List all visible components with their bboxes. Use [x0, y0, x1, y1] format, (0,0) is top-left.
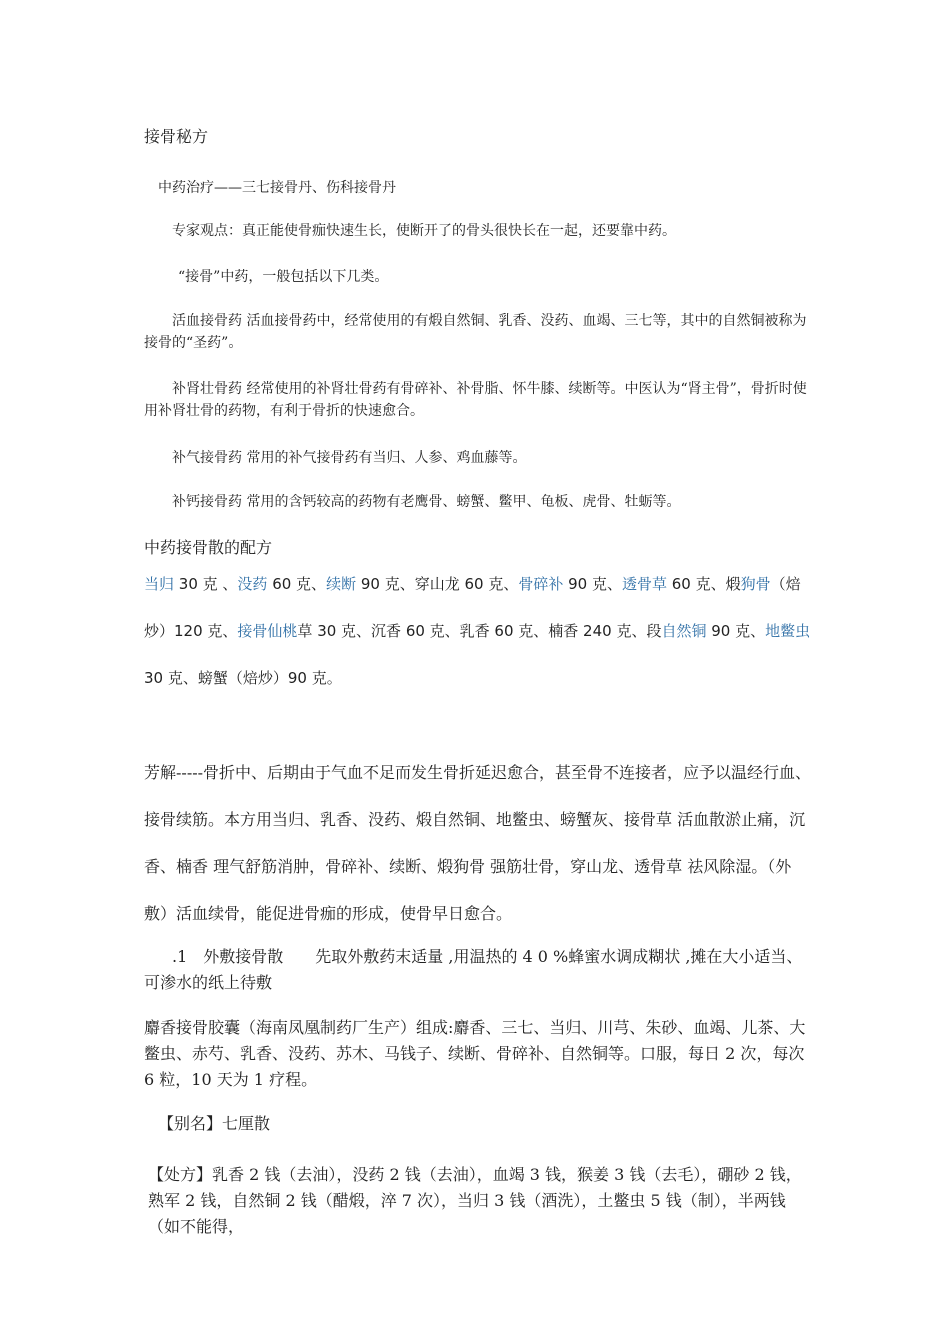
formula-text: （焙炒）120 克、 — [144, 575, 801, 640]
category-qi: 补气接骨药 常用的补气接骨药有当归、人参、鸡血藤等。 — [172, 450, 527, 466]
herb-link[interactable]: 透骨草 — [621, 575, 667, 593]
herb-link[interactable]: 骨碎补 — [518, 575, 564, 593]
herb-link[interactable]: 地鳖虫 — [765, 622, 811, 640]
herb-link[interactable]: 自然铜 — [661, 622, 707, 640]
alias-line: 【别名】七厘散 — [158, 1114, 271, 1133]
formula-text: 90 克、 — [563, 575, 622, 593]
formula-text: 草 30 克、沉香 60 克、乳香 60 克、楠香 240 克、段 — [297, 622, 662, 640]
herb-link[interactable]: 当归 — [144, 575, 175, 593]
formula-text: 60 克、 — [267, 575, 327, 593]
formula-text: 90 克、 — [706, 622, 766, 640]
expert-view: 专家观点：真正能使骨痂快速生长，使断开了的骨头很快长在一起，还要靠中药。 — [172, 223, 676, 239]
explanation-paragraph: 芳解-----骨折中、后期由于气血不足而发生骨折延迟愈合，甚至骨不连接者，应予以温经行血、接骨续筋。本方用当归、乳香、没药、煅自然铜、地鳖虫、螃蟹灰、接骨草 活血散淤止痛，沉香、楠香 理气舒筋消肿，骨碎补、续断、煅狗骨 强筋壮骨，穿山龙、透骨草 祛风除湿。（外敷）活血续骨，能促进骨痂的形成，使骨早日愈合。 — [144, 763, 812, 923]
category-blood: 活血接骨药 活血接骨药中，经常使用的有煅自然铜、乳香、没药、血竭、三七等，其中的自然铜被称为接骨的“圣药”。 — [144, 313, 807, 351]
formula-text: 30 克、螃蟹（焙炒）90 克。 — [144, 669, 342, 687]
formula-paragraph — [144, 561, 814, 702]
herb-link[interactable]: 续断 — [326, 575, 357, 593]
formula-text: 30 克 、 — [174, 575, 238, 593]
external-use-paragraph: .1 外敷接骨散 先取外敷药末适量 ,用温热的 4 0 %蜂蜜水调成糊状 ,摊在大小适当、可渗水的纸上待敷 — [144, 947, 803, 992]
prescription-paragraph: 【处方】乳香 2 钱（去油），没药 2 钱（去油），血竭 3 钱，猴姜 3 钱（去毛），硼砂 2 钱，熟军 2 钱，自然铜 2 钱（醋煅，淬 7 次），当归 3 钱（酒洗），土鳖虫 5 钱（制），半两钱（如不能得， — [148, 1165, 802, 1236]
capsule-paragraph: 麝香接骨胶囊（海南凤凰制药厂生产）组成:麝香、三七、当归、川芎、朱砂、血竭、儿茶、大鳖虫、赤芍、乳香、没药、苏木、马钱子、续断、骨碎补、自然铜等。口服，每日 2 次，每次 6 粒，10 天为 1 疗程。 — [144, 1018, 806, 1089]
herb-link[interactable]: 没药 — [237, 575, 268, 593]
herb-link[interactable]: 狗骨 — [740, 575, 771, 593]
formula-heading: 中药接骨散的配方 — [144, 538, 273, 557]
category-calcium: 补钙接骨药 常用的含钙较高的药物有老鹰骨、螃蟹、鳖甲、龟板、虎骨、牡蛎等。 — [172, 494, 681, 510]
formula-text: 60 克、煅 — [666, 575, 741, 593]
herb-link[interactable]: 接骨仙桃 — [237, 622, 298, 640]
page-title: 接骨秘方 — [144, 127, 209, 146]
intro-paragraph: “接骨”中药，一般包括以下几类。 — [178, 269, 389, 285]
formula-text: 90 克、穿山龙 60 克、 — [356, 575, 519, 593]
subtitle: 中药治疗——三七接骨丹、伤科接骨丹 — [158, 180, 396, 196]
category-kidney: 补肾壮骨药 经常使用的补肾壮骨药有骨碎补、补骨脂、怀牛膝、续断等。中医认为“肾主骨”，骨折时使用补肾壮骨的药物，有利于骨折的快速愈合。 — [144, 381, 807, 419]
